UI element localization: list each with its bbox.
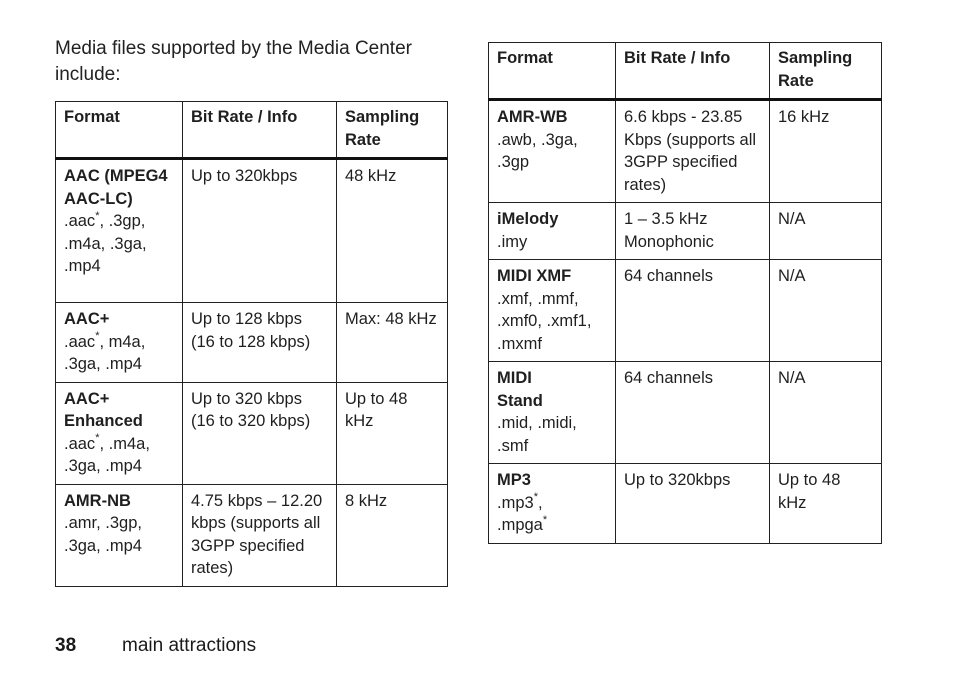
format-extensions: .mid, .midi, .smf — [497, 414, 577, 455]
table-row — [56, 382, 448, 484]
bitrate-cell: 4.75 kbps – 12.20 kbps (supports all 3GPP specified rates) — [183, 484, 337, 586]
table-header-row — [56, 102, 448, 159]
sampling-cell: 8 kHz — [337, 484, 448, 586]
header-sampling: Sampling Rate — [337, 102, 448, 159]
table-header-row — [489, 43, 882, 100]
header-bitrate: Bit Rate / Info — [183, 102, 337, 159]
bitrate-cell: Up to 320kbps — [616, 464, 770, 544]
format-extensions: .imy — [497, 232, 528, 251]
format-cell — [489, 203, 616, 260]
format-name: AAC+ Enhanced — [64, 389, 143, 430]
footnote-marker: * — [95, 209, 100, 222]
bitrate-cell: 1 – 3.5 kHz Monophonic — [616, 203, 770, 260]
page-number: 38 — [55, 635, 77, 656]
sampling-cell: N/A — [770, 362, 882, 464]
formats-table-left — [55, 101, 448, 587]
table-row — [56, 303, 448, 383]
footnote-marker: * — [95, 432, 100, 444]
page-footer — [55, 635, 257, 657]
sampling-cell: N/A — [770, 260, 882, 362]
footnote-marker: * — [542, 513, 548, 526]
header-bitrate: Bit Rate / Info — [616, 43, 770, 100]
header-format: Format — [489, 43, 616, 100]
format-name: AAC+ — [64, 310, 110, 328]
format-extensions: .xmf, .mmf, .xmf0, .xmf1, .mxmf — [497, 289, 592, 353]
bitrate-cell: Up to 128 kbps (16 to 128 kbps) — [183, 303, 337, 383]
format-name: AMR-NB — [64, 491, 131, 510]
bitrate-cell: Up to 320 kbps (16 to 320 kbps) — [183, 382, 337, 484]
format-extensions: .aac*, m4a, .3ga, .mp4 — [64, 330, 146, 373]
sampling-cell: Up to 48 kHz — [770, 464, 882, 544]
table-row — [489, 362, 882, 464]
footnote-marker: * — [533, 491, 538, 503]
format-cell — [56, 159, 183, 303]
table-row — [489, 260, 882, 362]
table-row — [489, 464, 882, 544]
sampling-cell: 48 kHz — [337, 159, 448, 303]
formats-table-right — [488, 42, 882, 544]
format-cell — [56, 303, 183, 383]
format-cell — [489, 362, 616, 464]
format-name: MIDI Stand — [497, 369, 543, 410]
format-name: MP3 — [497, 471, 531, 489]
format-extensions: .aac*, .m4a, .3ga, .mp4 — [64, 432, 150, 475]
header-format: Format — [56, 102, 183, 159]
format-name: AAC (MPEG4 AAC-LC) — [64, 167, 168, 208]
format-extensions: .aac*, .3gp, .m4a, .3ga, .mp4 — [64, 209, 147, 275]
format-cell — [56, 484, 183, 586]
sampling-cell: N/A — [770, 203, 882, 260]
format-name: iMelody — [497, 210, 559, 228]
bitrate-cell: 6.6 kbps - 23.85 Kbps (supports all 3GPP specified rates) — [616, 100, 770, 203]
table-row — [56, 484, 448, 586]
table-row — [489, 203, 882, 260]
section-title: main attractions — [122, 635, 257, 656]
format-cell — [489, 260, 616, 362]
sampling-cell: Up to 48 kHz — [337, 382, 448, 484]
header-sampling: Sampling Rate — [770, 43, 882, 100]
format-cell — [56, 382, 183, 484]
sampling-cell: Max: 48 kHz — [337, 303, 448, 383]
bitrate-cell: Up to 320kbps — [183, 159, 337, 303]
format-extensions: .mp3*, .mpga* — [497, 491, 548, 534]
bitrate-cell: 64 channels — [616, 362, 770, 464]
format-extensions: .amr, .3gp, .3ga, .mp4 — [64, 514, 142, 555]
intro-text: Media files supported by the Media Center include: — [55, 38, 412, 85]
format-extensions: .awb, .3ga, .3gp — [497, 130, 578, 171]
format-cell — [489, 100, 616, 203]
format-name: AMR-WB — [497, 108, 568, 126]
footnote-marker: * — [95, 330, 100, 342]
sampling-cell: 16 kHz — [770, 100, 882, 203]
table-row — [489, 100, 882, 203]
format-name: MIDI XMF — [497, 267, 572, 285]
table-row — [56, 159, 448, 303]
bitrate-cell: 64 channels — [616, 260, 770, 362]
format-cell — [489, 464, 616, 544]
